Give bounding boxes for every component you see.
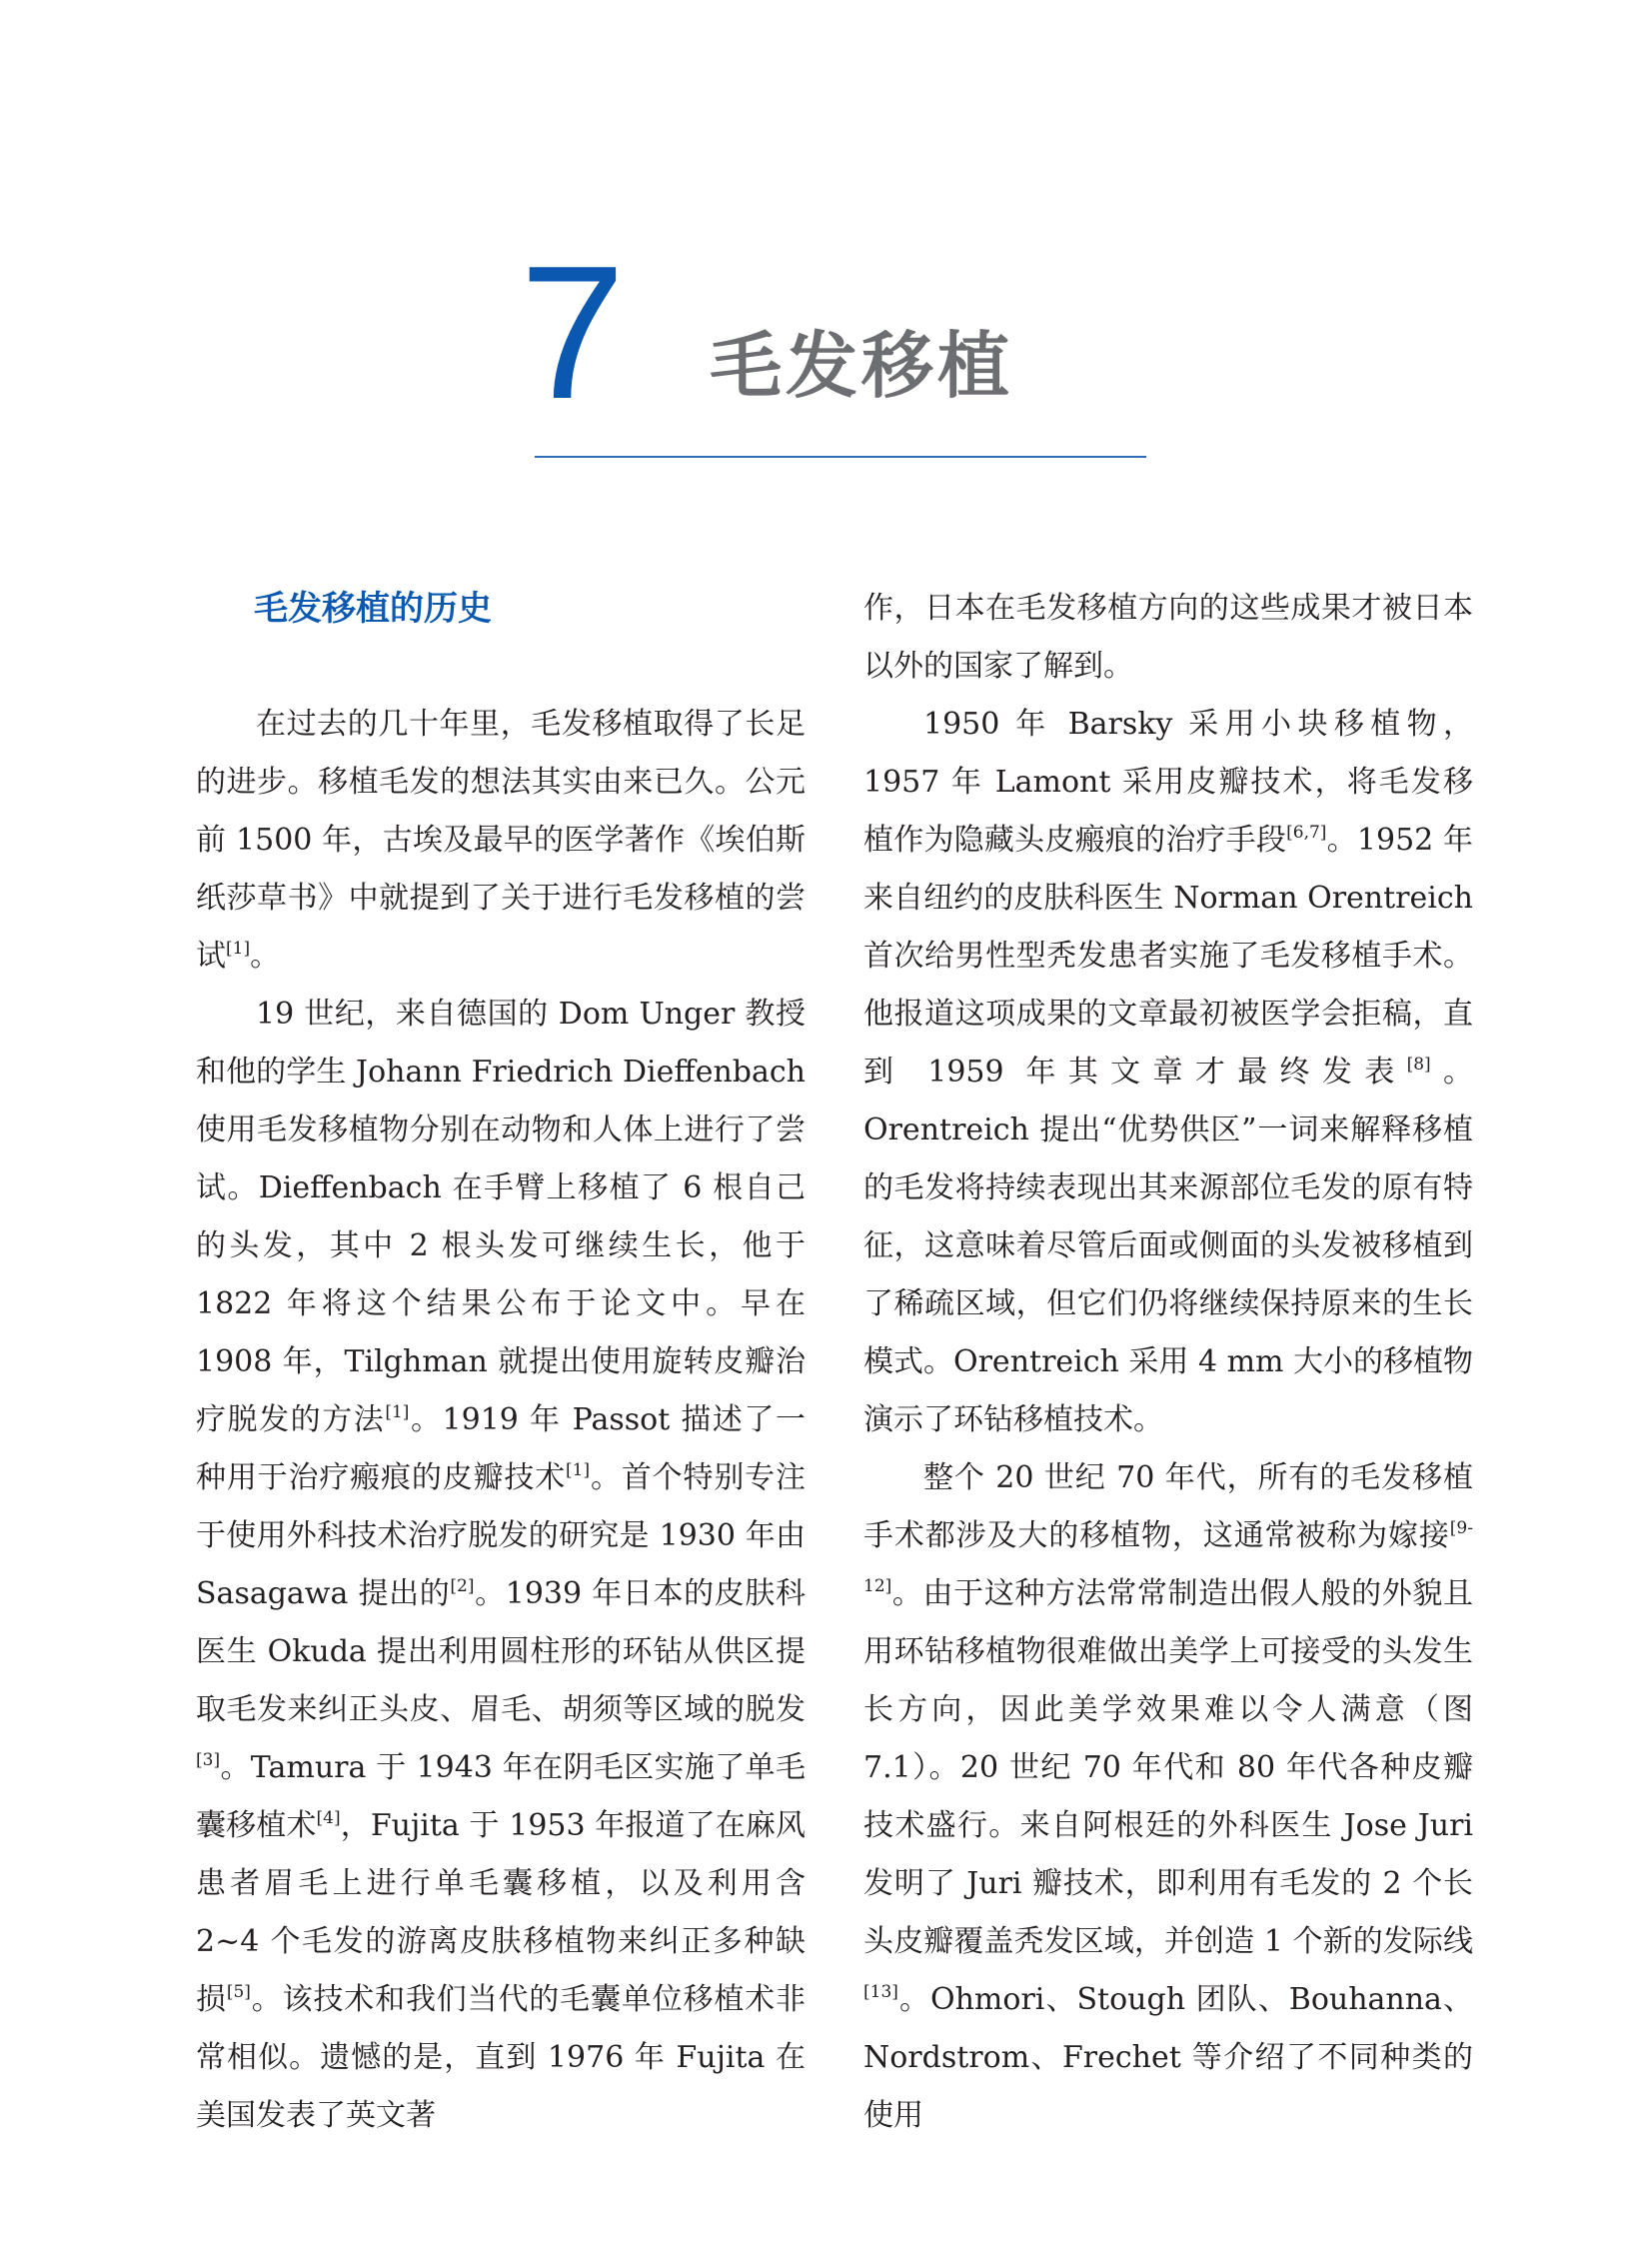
citation: [8] <box>1406 1055 1431 1075</box>
text-run: 。Orentreich 提出“优势供区”一词来解释移植的毛发将持续表现出其来源部位毛发的原有特征，这意味着尽管后面或侧面的头发被移植到了稀疏区域，但它们仍将继续保持原来的生长模式。Orentreich 采用 4 mm 大小的移植物演示了环钻移植技术。 <box>863 1055 1474 1437</box>
citation: [4] <box>316 1808 341 1828</box>
text-run: 。 <box>250 939 281 974</box>
paragraph-1950s <box>863 696 1473 1449</box>
text-run: 。由于这种方法常常制造出假人般的外貌且用环钻移植物很难做出美学上可接受的头发生长方向，因此美学效果难以令人满意（图 7.1）。20 世纪 70 年代和 80 年代各种皮瓣技术盛行。来自阿根廷的外科医生 Jose Juri 发明了 Juri 瓣技术，即利用有毛发的 2 个长头皮瓣覆盖秃发区域，并创造 1 个新的发际线 <box>863 1576 1473 1959</box>
citation: [1] <box>385 1402 410 1422</box>
text-run: 。Tamura 于 1943 年在阴毛区实施了单毛囊移植术 <box>196 1750 806 1843</box>
paragraph-intro <box>196 696 806 986</box>
citation: [2] <box>450 1576 475 1596</box>
text-run: 整个 20 世纪 70 年代，所有的毛发移植手术都涉及大的移植物，这通常被称为嫁接 <box>863 1460 1473 1553</box>
text-run: ，Fujita 于 1953 年报道了在麻风患者眉毛上进行单毛囊移植，以及利用含 2~4 个毛发的游离皮肤移植物来纠正多种缺损 <box>196 1808 807 2017</box>
chapter-divider <box>535 456 1146 458</box>
text-run: 19 世纪，来自德国的 Dom Unger 教授和他的学生 Johann Friedrich Dieffenbach 使用毛发移植物分别在动物和人体上进行了尝试。Dieffenbach 在手臂上移植了 6 根自己的头发，其中 2 根头发可继续生长，他于 1822 年将这个结果公布于论文中。早在 1908 年，Tilghman 就提出使用旋转皮瓣治疗脱发的方法 <box>196 997 806 1437</box>
text-run: 。首个特别专注于使用外科技术治疗脱发的研究是 1930 年由 Sasagawa 提出的 <box>196 1460 807 1611</box>
citation: [1] <box>226 939 251 959</box>
text-run: 1950 年 Barsky 采用小块移植物，1957 年 Lamont 采用皮瓣技术，将毛发移植作为隐藏头皮瘢痕的治疗手段 <box>863 707 1473 858</box>
citation: [3] <box>196 1750 221 1770</box>
text-run: 。1952 年来自纽约的皮肤科医生 Norman Orentreich 首次给男性型秃发患者实施了毛发移植手术。他报道这项成果的文章最初被医学会拒稿，直到 1959 年其文章才最终发表 <box>863 823 1474 1090</box>
citation: [5] <box>226 1982 251 2002</box>
left-column <box>196 580 806 2145</box>
text-run: 。该技术和我们当代的毛囊单位移植术非常相似。遗憾的是，直到 1976 年 Fujita 在美国发表了英文著 <box>196 1982 807 2133</box>
text-run: 。Ohmori、Stough 团队、Bouhanna、Nordstrom、Frechet 等介绍了不同种类的使用 <box>863 1982 1473 2133</box>
text-run: 。1919 年 Passot 描述了一种用于治疗瘢痕的皮瓣技术 <box>196 1402 806 1495</box>
citation: [9-12] <box>863 1518 1473 1596</box>
section-heading: 毛发移植的历史 <box>254 589 492 629</box>
citation: [6,7] <box>1286 823 1327 843</box>
paragraph-history <box>196 986 806 2145</box>
citation: [13] <box>863 1982 898 2002</box>
right-column <box>863 580 1473 2145</box>
chapter-number: 7 <box>520 227 626 439</box>
text-run: 在过去的几十年里，毛发移植取得了长足的进步。移植毛发的想法其实由来已久。公元前 1500 年，古埃及最早的医学著作《埃伯斯纸莎草书》中就提到了关于进行毛发移植的尝试 <box>196 707 806 974</box>
chapter-title: 毛发移植 <box>710 324 1014 408</box>
paragraph-1970s <box>863 1449 1473 2145</box>
paragraph-continuation: 作，日本在毛发移植方向的这些成果才被日本以外的国家了解到。 <box>863 591 1473 684</box>
citation: [1] <box>566 1460 591 1480</box>
text-run: 。1939 年日本的皮肤科医生 Okuda 提出利用圆柱形的环钻从供区提取毛发来纠正头皮、眉毛、胡须等区域的脱发 <box>196 1576 806 1727</box>
